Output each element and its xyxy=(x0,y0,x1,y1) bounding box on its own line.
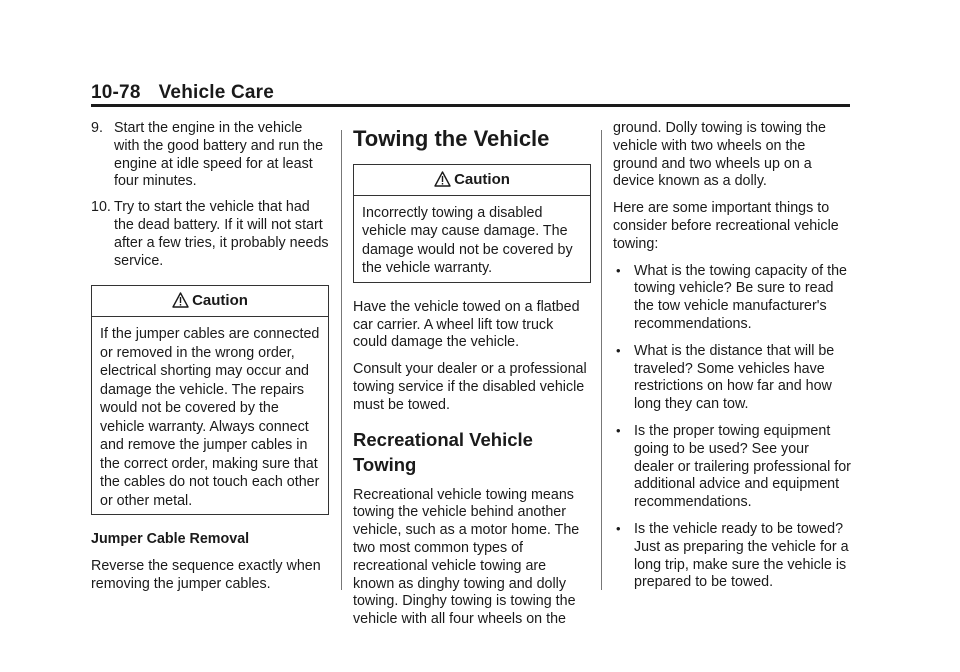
bullet-icon: • xyxy=(616,262,621,278)
header-rule xyxy=(91,104,850,107)
section-heading: Towing the Vehicle xyxy=(353,126,550,151)
column-1 xyxy=(91,120,329,603)
step-number: 9. xyxy=(91,120,103,136)
bullet-icon: • xyxy=(616,342,621,358)
caution-box xyxy=(353,164,591,283)
bullet-item xyxy=(613,263,851,334)
paragraph: Here are some important things to consider before recreational vehicle towing: xyxy=(613,200,839,252)
caution-box xyxy=(91,285,329,515)
step-item xyxy=(91,120,329,191)
sub-heading: Jumper Cable Removal xyxy=(91,531,250,548)
caution-text: Incorrectly towing a disabled vehicle may cause damage. The damage would not be covered by the vehicle warranty. xyxy=(362,204,573,277)
page-number: 10-78 xyxy=(91,82,141,103)
step-number: 10. xyxy=(91,199,111,216)
paragraph: Reverse the sequence exactly when removing the jumper cables. xyxy=(91,557,321,592)
bullet-text: Is the vehicle ready to be towed? Just as preparing the vehicle for a long trip, make sure the vehicle is prepared to be towed. xyxy=(634,520,849,591)
warning-icon xyxy=(172,292,189,308)
paragraph: Consult your dealer or a professional towing service if the disabled vehicle must be towed. xyxy=(353,361,587,413)
bullet-text: What is the distance that will be traveled? Some vehicles have restrictions on how far and how long they can tow. xyxy=(634,342,835,413)
bullet-text: Is the proper towing equipment going to be used? See your dealer or trailering professional for additional advice and equipment recommendations. xyxy=(634,422,851,511)
caution-title: Caution xyxy=(454,171,510,188)
caution-header xyxy=(92,286,328,317)
bullet-item xyxy=(613,521,851,592)
caution-title: Caution xyxy=(192,292,248,310)
step-text: Start the engine in the vehicle with the good battery and run the engine at idle speed for at least four minutes. xyxy=(114,120,324,190)
column-divider xyxy=(601,130,602,590)
section-title: Vehicle Care xyxy=(158,82,275,103)
bullet-text: What is the towing capacity of the towing vehicle? Be sure to read the tow vehicle manufacturer's recommendations. xyxy=(634,262,847,332)
paragraph: ground. Dolly towing is towing the vehicle with two wheels on the ground and two wheels up on a device known as a dolly. xyxy=(613,120,826,190)
paragraph: Have the vehicle towed on a flatbed car carrier. A wheel lift tow truck could damage the vehicle. xyxy=(353,298,580,351)
warning-icon xyxy=(434,171,451,187)
step-text: Try to start the vehicle that had the dead battery. If it will not start after a few tries, it probably needs service. xyxy=(114,199,329,269)
column-divider xyxy=(341,130,342,590)
step-item xyxy=(91,199,329,270)
bullet-item xyxy=(613,423,851,512)
page-header xyxy=(91,82,274,104)
bullet-icon: • xyxy=(616,422,621,438)
column-3 xyxy=(613,120,851,601)
bullet-icon: • xyxy=(616,520,621,536)
bullet-item xyxy=(613,343,851,414)
paragraph: Recreational vehicle towing means towing the vehicle behind another vehicle, such as a motor home. The two most common types of recreational vehicle towing are known as dinghy towing and dolly towing. Dinghy towing is towing the vehicle with all four wheels on the xyxy=(353,486,580,628)
caution-text: If the jumper cables are connected or removed in the wrong order, electrical shorting may occur and damage the vehicle. The repairs would not be covered by the vehicle warranty. Always connect and remove the jumper cables in the correct order, making sure that the cables do not touch each other or other metal. xyxy=(100,326,320,509)
caution-header xyxy=(354,165,590,196)
column-2 xyxy=(353,120,591,638)
section-heading: Recreational Vehicle Towing xyxy=(353,428,533,475)
